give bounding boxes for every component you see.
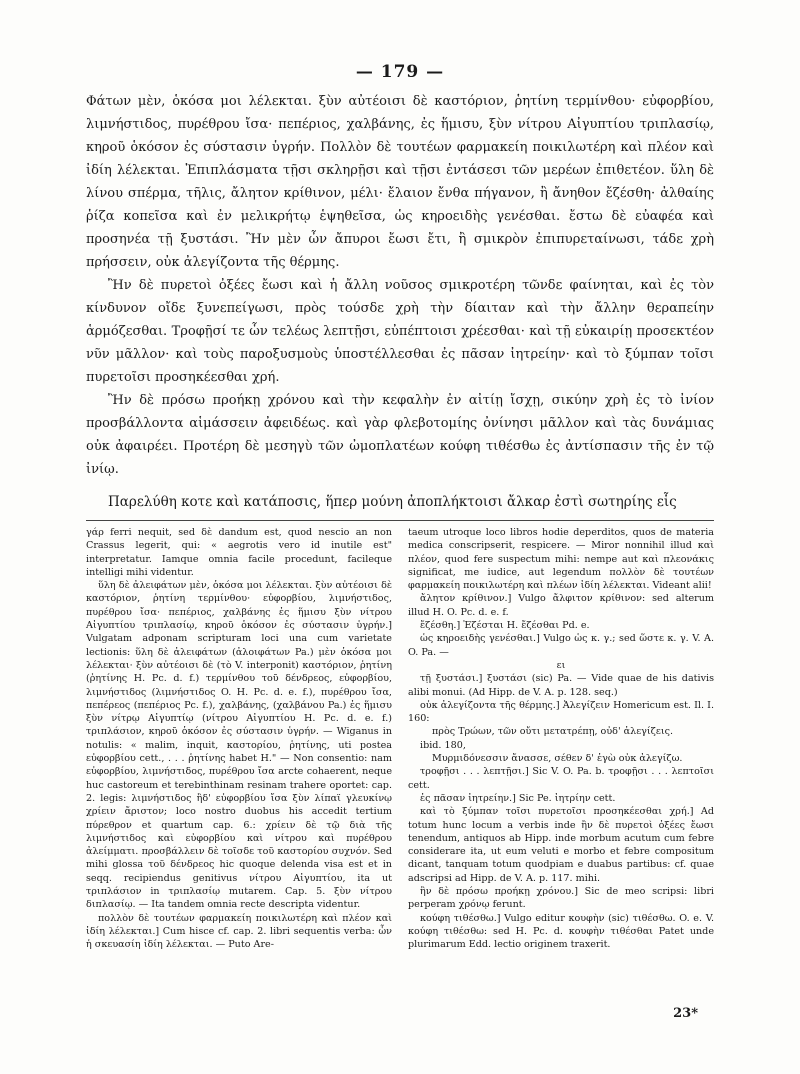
footnote: ἄλητον κρίθινον.] Vulgo ἄλφιτον κρίθινον: sed alterum illud H. O. Pc. d. e. f.: [408, 593, 714, 618]
footnote: ἔζέσθη.] Ἐζέσται H. ἔζέσθαι Pd. e.: [420, 620, 590, 632]
footnote: ἢν δὲ πρόσω προήκῃ χρόνου.] Sic de meo scripsi: libri perperam χρόνῳ ferunt.: [408, 886, 714, 911]
footnote: ὡς κηροειδὴς γενέσθαι.] Vulgo ὡς κ. γ.; sed ὥστε κ. γ. V. A. O. Pa. —: [408, 633, 714, 658]
footnote-divider: [86, 520, 714, 521]
main-paragraph: Παρελύθη κοτε καὶ κατάποσις, ἥπερ μούνη ἀποπλήκτοισι ἄλκαρ ἐστὶ σωτηρίης εἷς: [108, 494, 677, 510]
footnote: τῇ ξυστάσι.] ξυστάσι (sic) Pa. — Vide quae de his dativis alibi monui. (Ad Hipp. de V. A. p. 128. seq.): [408, 673, 714, 698]
footnote: καὶ τὸ ξύμπαν τοῖσι πυρετοῖσι προσηκέεσθαι χρή.] Ad totum hunc locum a verbis inde ἢν δὲ πυρετοὶ ὀξέες ἔωσι tenendum, antiquos ab Hipp. inde morbum acutum cum febre considerare ita, ut eum veluti e morbo et febre compositum dicant, tanquam totum quodpiam e duabus partibus: cf. quae adscripsi ad Hipp. de V. A. p. 117. mihi.: [408, 806, 714, 884]
footnote: ibid. 180,: [420, 739, 466, 751]
signature-mark: 23*: [673, 1006, 698, 1021]
footnotes: [86, 526, 714, 952]
footnote: οὐκ ἀλεγίζοντα τῆς θέρμης.] Ἀλεγίζειν Homericum est. Il. I. 160:: [408, 699, 714, 725]
main-text: [86, 90, 714, 514]
footnote: ει: [556, 659, 566, 671]
main-paragraph: Ἢν δὲ πυρετοὶ ὀξέες ἔωσι καὶ ἡ ἄλλη νοῦσος σμικροτέρη τῶνδε φαίνηται, καὶ ἐς τὸν κίνδυνον οἴδε ξυνεπείγωσι, πρὸς τούσδε χρὴ τὴν δίαιταν καὶ τὴν ἄλλην θεραπείην ἁρμόζεσθαι. Τροφῇσί τε ὧν τελέως λεπτῇσι, εὐπέπτοισι χρέεσθαι· καὶ τῇ εὐκαιρίῃ προσεκτέον νῦν μᾶλλον· καὶ τοὺς παροξυσμοὺς ὑποστέλλεσθαι ἐς πᾶσαν ἰητρείην· καὶ τὸ ξύμπαν τοῖσι πυρετοῖσι προσηκέεσθαι χρή.: [86, 278, 714, 385]
footnote: πολλὸν δὲ τουτέων φαρμακείη ποικιλωτέρη καὶ πλέον καὶ ἰδίη λέλεκται.] Cum hisce cf. cap. 2. libri sequentis verba: ὧν ἡ σκευασίη ἰδίη λέλεκται. — Puto Are-: [86, 912, 392, 951]
main-paragraph: Φάτων μὲν, ὁκόσα μοι λέλεκται. ξὺν αὐτέοισι δὲ καστόριον, ῥητίνη τερμίνθου· εὐφορβίου, λιμνήστιδος, πυρέθρου ἴσα· πεπέριος, χαλβάνης, ἐς ἥμισυ, ξὺν νίτρου Αἰγυπτίου τριπλασίῳ, κηροῦ ὁκόσον ἐς σύστασιν ὑγρήν. Πολλὸν δὲ τουτέων φαρμακείη ποικιλωτέρη καὶ πλέον καὶ ἰδίη λέλεκται. Ἐπιπλάσματα τῇσι σκληρῇσι καὶ τῇσι ἐντάσεσι τῶν μερέων ἐπιθετέον. ὕλη δὲ λίνου σπέρμα, τῆλις, ἄλητον κρίθινον, μέλι· ἔλαιον ἔνθα πήγανον, ἢ ἄνηθον ἔζέσθη· ἀλθαίης ῥίζα κοπεῖσα καὶ ἐν μελικρήτῳ ἑψηθεῖσα, ὡς κηροειδὴς γενέσθαι. ἔστω δὲ εὐαφέα καὶ προσηνέα τῇ ξυστάσι. Ἢν μὲν ὦν ἄπυροι ἔωσι ἔτι, ἢ σμικρὸν ἐπιπυρεταίνωσι, τάδε χρὴ πρήσσειν, οὐκ ἀλεγίζοντα τῆς θέρμης.: [86, 94, 714, 270]
footnote: γάρ ferri nequit, sed δὲ dandum est, quod nescio an non Crassus legerit, qui: « aegrotis vero id inutile est" interpretatur. Iamque omnia facile procedunt, facileque intelligi mihi videntur.: [86, 527, 392, 578]
footnotes-left-column: [86, 526, 392, 952]
main-paragraph: Ἢν δὲ πρόσω προήκῃ χρόνου καὶ τὴν κεφαλὴν ἐν αἰτίῃ ἴσχῃ, σικύην χρὴ ἐς τὸ ἰνίον προσβάλλοντα αἱμάσσειν ἀφειδέως. καὶ γὰρ φλεβοτομίης ὀνίνησι μᾶλλον καὶ τὰς δυνάμιας οὐκ ἀφαιρέει. Προτέρη δὲ μεσηγὺ τῶν ὠμοπλατέων κούφη τιθέσθω ἐς ἀντίσπασιν τῆς ἐν τῷ ἰνίῳ.: [86, 393, 714, 477]
footnote: τροφῇσι . . . λεπτῇσι.] Sic V. O. Pa. b. τροφῇσι . . . λεπτοῖσι cett.: [408, 766, 714, 791]
footnote: κούφη τιθέσθω.] Vulgo editur κουφὴν (sic) τιθέσθω. O. e. V. κούφη τιθέσθω: sed H. Pc. d. κουφὴν τιθέσθαι Patet unde plurimarum Edd. lectio originem traxerit.: [408, 912, 714, 951]
footnote: ὕλη δὲ ἀλειφάτων μὲν, ὁκόσα μοι λέλεκται. ξὺν αὐτέοισι δὲ καστόριον, ῥητίνη τερμίνθου· εὐφορβίου, λιμνήστιδος, πυρέθρου ἴσα· πεπέριος, χαλβάνης ἐς ἥμισυ ξὺν νίτρου Αἰγυπτίου τριπλασίῳ, κηροῦ ὁκόσον ἐς σύστασιν ὑγρήν.] Vulgatam adponam scripturam loci una cum varietate lectionis: ὕλη δὲ ἀλειφάτων (ἀλοιφάτων Pa.) μὲν ὁκόσα μοι λέλεκται· ξὺν αὐτέοισι δὲ (τὸ V. interponit) καστόριον, ῥητίνη (ῥητίνης H. Pc. d. f.) τερμίνθου τοῦ δένδρεος, εὐφορβίου, λιμνήστιδος (λιμνήστιδος O. H. Pc. d. e. f.), πυρέθρου ἴσα, πεπέρεος (πεπέριος Pc. f.), χαλβάνης, (χαλβάνου Pa.) ἐς ἥμισυ ξὺν νίτρῳ Αἰγυπτίῳ (νίτρου Αἰγυπτίου H. Pc. d. e. f.) τριπλάσιον, κηροῦ ὁκόσον ἐς σύστασιν ὑγρήν. — Wiganus in notulis: « malim, inquit, καστορίου, ῥητίνης, uti postea εὐφορβίου cett., . . . ῥητίνης habet H." — Non consentio: nam εὐφορβίου, λιμνήστιδος, πυρέθρου ἴσα arcte cohaerent, neque huc castoreum et terebinthinam resinam trahere oportet: cap. 2. legis: λιμνήστιδος ἢδ' εὐφορβίου ἴσα ξὺν λίπαϊ γλευκίνῳ χρίειν ἄριστον; loco nostro duobus his accedit tertium πύρεθρον et quartum cap. 6.: χρίειν δὲ τῷ διὰ τῆς λιμνήστιδος καὶ εὐφορβίου καὶ νίτρου καὶ πυρέθρου ἀλείμματι. προσβάλλειν δὲ τοῖσδε τοῦ καστορίου συχνόν. Sed mihi glossa τοῦ δένδρεος hic quoque delenda visa est et in seqq. recipiendus genitivus νίτρου Αἰγυπτίου, ita ut τριπλάσιον in τριπλασίῳ mutarem. Cap. 5. ξὺν νίτρου διπλασίῳ. — Ita tandem omnia recte descripta videntur.: [86, 580, 392, 911]
footnote: taeum utroque loco libros hodie deperditos, quos de materia medica conscripserit, respicere. — Miror nonnihil illud καὶ πλέον, quod fere suspectum mihi: nempe aut καὶ πλεονάκις significat, me iudice, aut legendum πολλὸν δὲ τουτέων φαρμακείη ποικιλωτέρη καὶ πλέων ἰδίη λέλεκται. Videant alii!: [408, 527, 714, 592]
footnotes-right-column: [408, 526, 714, 952]
footnote: πρὸς Τρώων, τῶν οὔτι μετατρέπῃ, οὐδ' ἀλεγίζεις.: [432, 726, 674, 738]
footnote: Μυρμιδόνεσσιν ἄνασσε, σέθεν δ' ἐγὼ οὐκ ἀλεγίζω.: [432, 753, 683, 765]
footnote: ἐς πᾶσαν ἰητρείην.] Sic Pe. ἰητρίην cett.: [420, 792, 616, 804]
page-number: — 179 —: [355, 62, 445, 82]
